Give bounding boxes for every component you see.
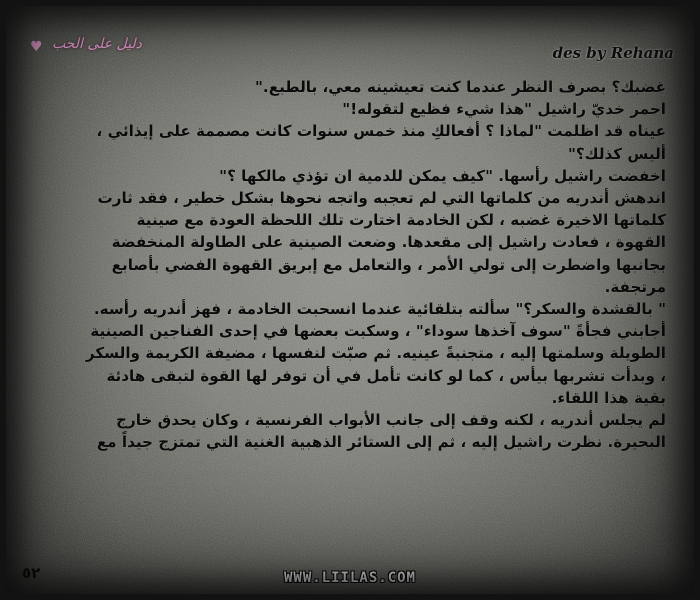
text-line: غضبك؟ بصرف النظر عندما كنت تعيشينه معي، بالطبع." (255, 78, 666, 96)
text-line: القهوة ، فعادت راشيل إلى مقعدها. وضعت الصينية على الطاولة المنخفضة (111, 233, 666, 252)
designer-credit: des by Rehana (552, 44, 674, 62)
text-line: " بالقشدة والسكر؟" سألته بتلقائية عندما انسحبت الخادمة ، فهز أندريه رأسه. (93, 300, 666, 319)
text-line: لم يجلس أندريه ، لكنه وقف إلى جانب الأبواب الفرنسية ، وكان يحدق خارج (116, 411, 666, 430)
text-line: البحيرة. نظرت راشيل إليه ، ثم إلى الستائر الذهبية الغنية التي تمتزج جيداً مع (96, 433, 666, 452)
text-line: مرتجفة. (604, 277, 666, 296)
page-number: ٥٢ (22, 564, 41, 582)
text-line: كلماتها الاخيرة غضبه ، لكن الخادمة اختارت تلك اللحظة العودة مع صينية (136, 211, 666, 230)
site-watermark: WWW.LIILAS.COM (283, 570, 416, 586)
heart-icon: ♥ (30, 39, 43, 55)
text-line: أليس كذلك؟" (567, 144, 666, 163)
text-line: أجابني فجأةً "سوف آخذها سوداء" ، وسكبت بعضها في إحدى الفناجين الصينية (90, 322, 666, 341)
text-line: بقية هذا اللقاء. (551, 388, 666, 407)
text-line: بجانبها واضطرت إلى تولي الأمر ، والتعامل مع إبريق القهوة الفضي بأصابع (111, 255, 666, 274)
text-line: عيناه قد اظلمت "لماذا ؟ أفعالكِ منذ خمس سنوات كانت مصممة على إيذائي ، (96, 122, 666, 141)
text-line: اندهش أندريه من كلماتها التي لم تعجبه واتجه نحوها بشكل خطير ، فقد ثارت (97, 189, 666, 208)
text-line: اخفضت راشيل رأسها. "كيف يمكن للدمية ان تؤذي مالكها ؟" (219, 166, 666, 185)
text-line: ، وبدأت تشربها بيأس ، كما لو كانت تأمل في أن توفر لها القوة لتبقى هادئة (106, 366, 666, 385)
text-line: احمر خديّ راشيل "هذا شيء فظيع لتقوله!" (342, 100, 666, 119)
text-line: الطويلة وسلمتها إليه ، متجنبةً عينيه. ثم صبّت لنفسها ، مضيفة الكريمة والسكر (85, 344, 666, 363)
designer-credit-arabic: دليل على الحب (52, 36, 142, 52)
novel-text (34, 76, 666, 556)
